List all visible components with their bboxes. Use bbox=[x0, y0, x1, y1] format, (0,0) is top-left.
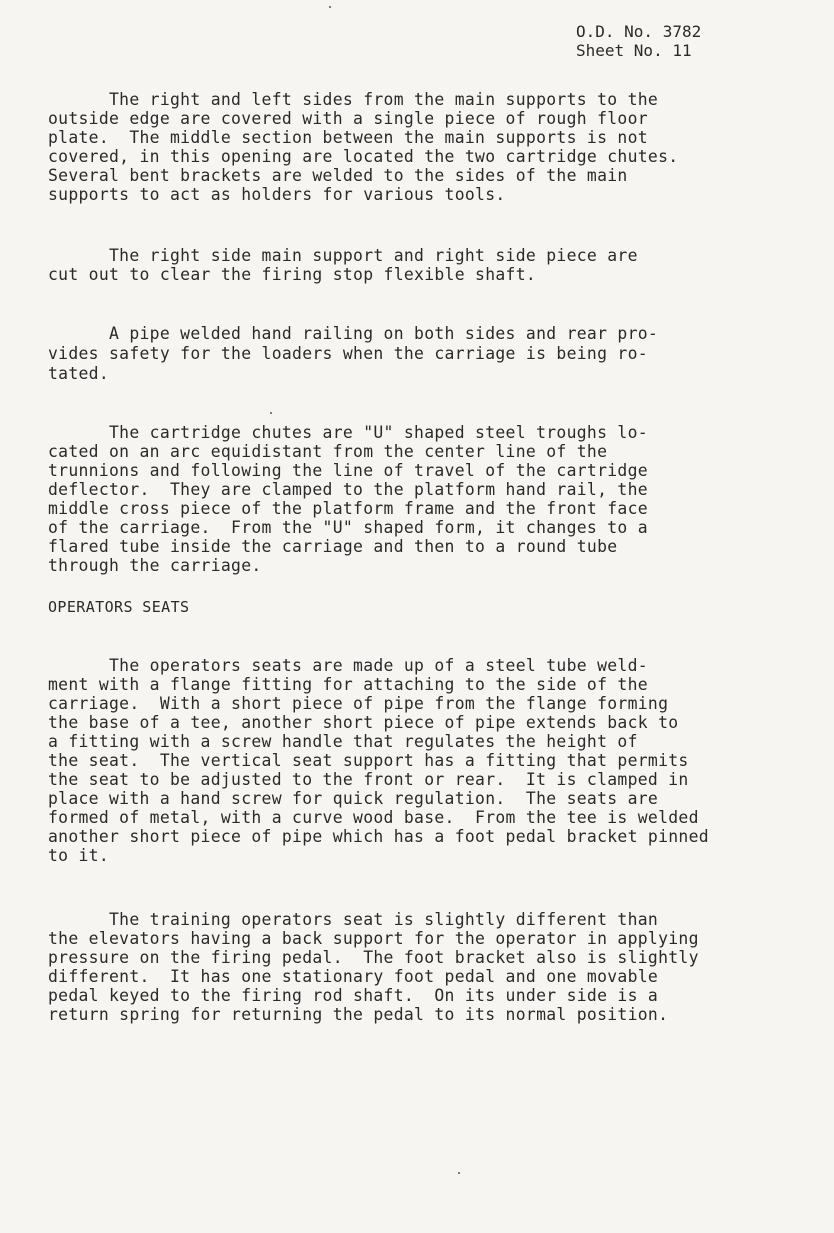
text-line: cut out to clear the firing stop flexible shaft. bbox=[48, 265, 537, 284]
text-line: The right and left sides from the main supports to the bbox=[48, 90, 659, 109]
text-line: The cartridge chutes are "U" shaped steel troughs lo- bbox=[48, 423, 648, 442]
text-line: middle cross piece of the platform frame and the front face bbox=[48, 499, 648, 518]
scan-speck bbox=[270, 412, 272, 414]
text-line: deflector. They are clamped to the platform hand rail, the bbox=[48, 480, 648, 499]
text-line: return spring for returning the pedal to its normal position. bbox=[48, 1005, 669, 1024]
scan-speck bbox=[329, 6, 331, 8]
text-line: A pipe welded hand railing on both sides and rear pro- bbox=[48, 324, 659, 343]
text-line: The operators seats are made up of a steel tube weld- bbox=[48, 656, 648, 675]
text-line: through the carriage. bbox=[48, 556, 262, 575]
text-line: covered, in this opening are located the two cartridge chutes. bbox=[48, 147, 679, 166]
text-line: pressure on the firing pedal. The foot bracket also is slightly bbox=[48, 948, 699, 967]
text-line: formed of metal, with a curve wood base. From the tee is welded bbox=[48, 808, 699, 827]
text-line: supports to act as holders for various tools. bbox=[48, 185, 506, 204]
text-line: the base of a tee, another short piece of pipe extends back to bbox=[48, 713, 679, 732]
text-line: pedal keyed to the firing rod shaft. On its under side is a bbox=[48, 986, 659, 1005]
text-line: carriage. With a short piece of pipe from the flange forming bbox=[48, 694, 669, 713]
text-line: trunnions and following the line of travel of the cartridge bbox=[48, 461, 648, 480]
text-line: a fitting with a screw handle that regulates the height of bbox=[48, 732, 638, 751]
text-line: outside edge are covered with a single piece of rough floor bbox=[48, 109, 648, 128]
text-line: the seat to be adjusted to the front or rear. It is clamped in bbox=[48, 770, 689, 789]
text-line: different. It has one stationary foot pedal and one movable bbox=[48, 967, 659, 986]
text-line: the elevators having a back support for the operator in applying bbox=[48, 929, 699, 948]
scan-speck bbox=[458, 1172, 460, 1174]
text-line: The training operators seat is slightly different than bbox=[48, 910, 659, 929]
text-line: place with a hand screw for quick regulation. The seats are bbox=[48, 789, 659, 808]
text-line: the seat. The vertical seat support has a fitting that permits bbox=[48, 751, 689, 770]
od-number: O.D. No. 3782 bbox=[576, 22, 702, 41]
text-line: tated. bbox=[48, 364, 110, 383]
section-heading: OPERATORS SEATS bbox=[48, 598, 190, 616]
text-line: ment with a flange fitting for attaching to the side of the bbox=[48, 675, 648, 694]
text-line: flared tube inside the carriage and then to a round tube bbox=[48, 537, 618, 556]
text-line: plate. The middle section between the main supports is not bbox=[48, 128, 648, 147]
text-line: Several bent brackets are welded to the sides of the main bbox=[48, 166, 628, 185]
text-line: another short piece of pipe which has a foot pedal bracket pinned bbox=[48, 827, 709, 846]
sheet-number: Sheet No. 11 bbox=[576, 41, 692, 60]
text-line: to it. bbox=[48, 846, 110, 865]
text-line: of the carriage. From the "U" shaped form, it changes to a bbox=[48, 518, 648, 537]
text-line: The right side main support and right side piece are bbox=[48, 246, 638, 265]
text-line: vides safety for the loaders when the carriage is being ro- bbox=[48, 344, 648, 363]
text-line: cated on an arc equidistant from the center line of the bbox=[48, 442, 608, 461]
